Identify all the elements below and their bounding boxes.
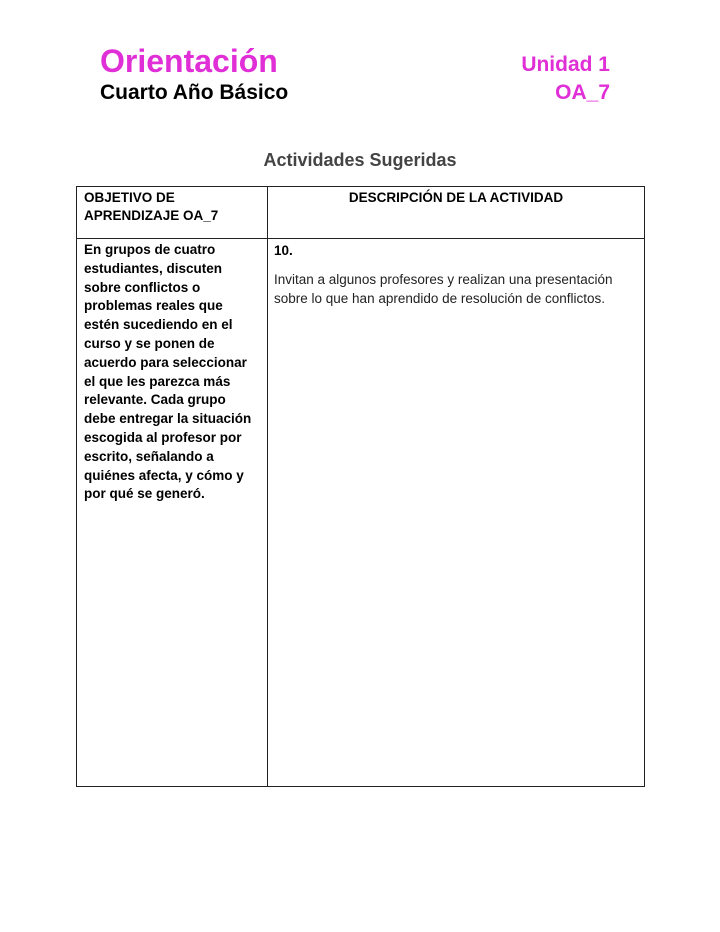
description-column-header: DESCRIPCIÓN DE LA ACTIVIDAD bbox=[268, 187, 645, 239]
table-header-row bbox=[77, 187, 645, 239]
activity-table bbox=[76, 186, 645, 787]
description-cell bbox=[268, 239, 645, 787]
activity-description: Invitan a algunos profesores y realizan una presentación sobre lo que han aprendido de resolución de conflictos. bbox=[274, 272, 613, 306]
objective-cell: En grupos de cuatro estudiantes, discuten sobre conflictos o problemas reales que estén sucediendo en el curso y se ponen de acuerdo para seleccionar el que les parezca más relevante. Cada grupo debe entregar la situación escogida al profesor por escrito, señalando a quiénes afecta, y cómo y por qué se generó. bbox=[77, 239, 268, 787]
section-title: Actividades Sugeridas bbox=[263, 150, 457, 170]
activity-number: 10. bbox=[274, 243, 293, 258]
document-header-right bbox=[521, 52, 610, 106]
document-header-left bbox=[100, 42, 288, 106]
unit-label: Unidad 1 bbox=[521, 53, 610, 76]
table-row bbox=[77, 239, 645, 787]
objective-column-header: OBJETIVO DE APRENDIZAJE OA_7 bbox=[77, 187, 268, 239]
grade-title: Cuarto Año Básico bbox=[100, 81, 289, 104]
objective-code-label: OA_7 bbox=[555, 81, 610, 104]
subject-title: Orientación bbox=[100, 43, 278, 79]
